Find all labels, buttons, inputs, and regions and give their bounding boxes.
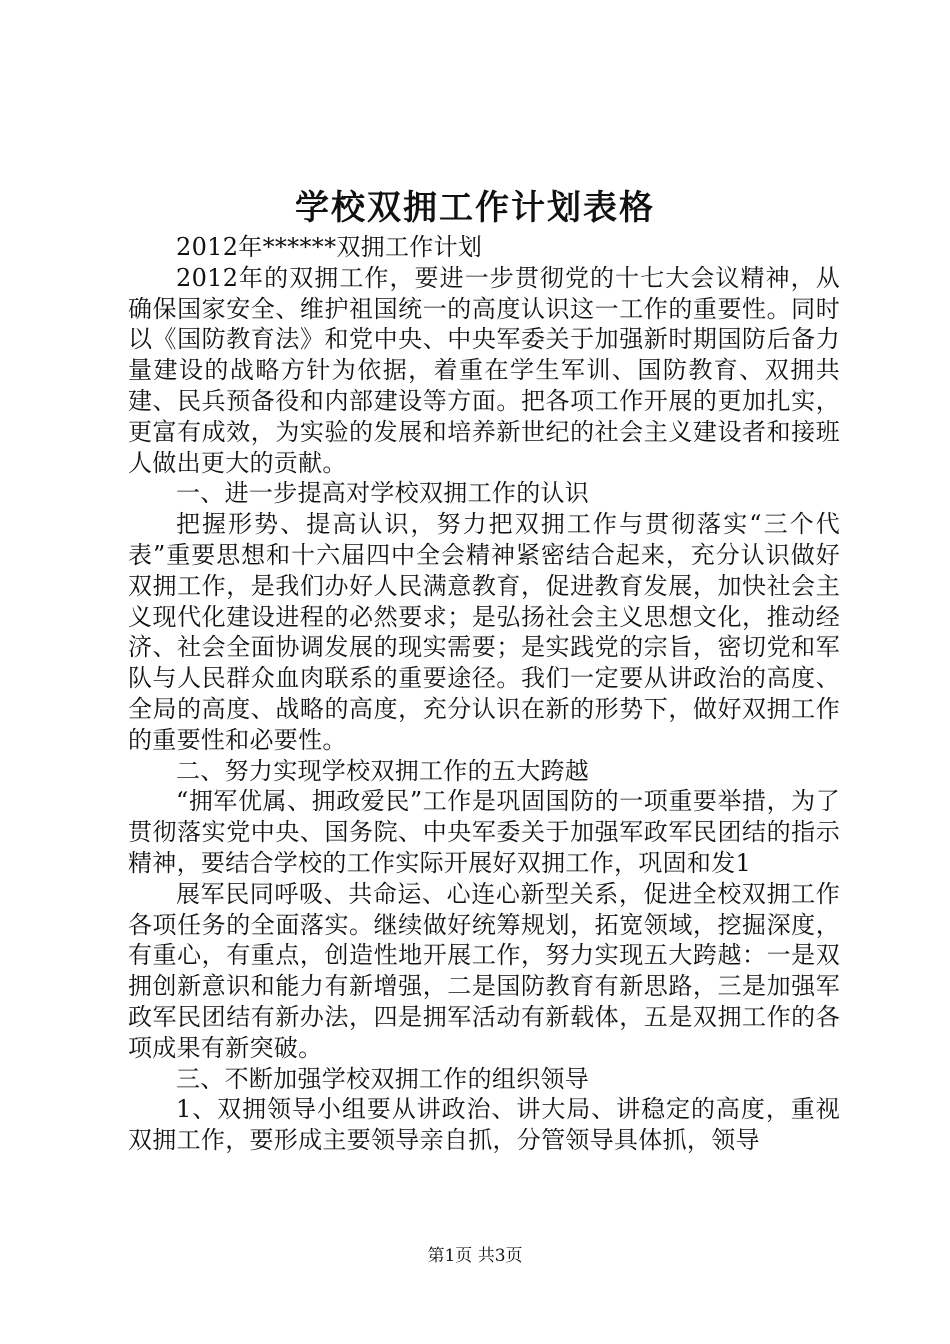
- page-footer: 第1页 共3页: [427, 1246, 523, 1266]
- document-title: 学校双拥工作计划表格: [295, 188, 655, 228]
- section-2-paragraph-1: “拥军优属、拥政爱民”工作是巩固国防的一项重要举措，为了贯彻落实党中央、国务院、中央军委关于加强军政军民团结的指示精神，要结合学校的工作实际开展好双拥工作，巩固和发1: [128, 787, 840, 877]
- plan-subtitle: 2012年******双拥工作计划: [176, 233, 483, 261]
- section-heading-3: 三、不断加强学校双拥工作的组织领导: [176, 1064, 590, 1093]
- section-3-paragraph-1: 1、双拥领导小组要从讲政治、讲大局、讲稳定的高度，重视双拥工作，要形成主要领导亲自抓，分管领导具体抓，领导: [128, 1095, 840, 1155]
- document-body: [128, 232, 840, 1156]
- section-1-paragraph: 把握形势、提高认识，努力把双拥工作与贯彻落实“三个代表”重要思想和十六届四中全会精神紧密结合起来，充分认识做好双拥工作，是我们办好人民满意教育，促进教育发展，加快社会主义现代化建设进程的必然要求；是弘扬社会主义思想文化，推动经济、社会全面协调发展的现实需要；是实践党的宗旨，密切党和军队与人民群众血肉联系的重要途径。我们一定要从讲政治的高度、全局的高度、战略的高度，充分认识在新的形势下，做好双拥工作的重要性和必要性。: [128, 510, 840, 754]
- section-heading-1: 一、进一步提高对学校双拥工作的认识: [176, 479, 590, 508]
- section-2-paragraph-2: 展军民同呼吸、共命运、心连心新型关系，促进全校双拥工作各项任务的全面落实。继续做好统筹规划，拓宽领域，挖掘深度，有重心，有重点，创造性地开展工作，努力实现五大跨越：一是双拥创新意识和能力有新增强，二是国防教育有新思路，三是加强军政军民团结有新办法，四是拥军活动有新载体，五是双拥工作的各项成果有新突破。: [128, 879, 840, 1062]
- intro-paragraph: 2012年的双拥工作，要进一步贯彻党的十七大会议精神，从确保国家安全、维护祖国统一的高度认识这一工作的重要性。同时以《国防教育法》和党中央、中央军委关于加强新时期国防后备力量建设的战略方针为依据，着重在学生军训、国防教育、双拥共建、民兵预备役和内部建设等方面。把各项工作开展的更加扎实，更富有成效，为实验的发展和培养新世纪的社会主义建设者和接班人做出更大的贡献。: [128, 263, 840, 477]
- section-heading-2: 二、努力实现学校双拥工作的五大跨越: [176, 756, 590, 785]
